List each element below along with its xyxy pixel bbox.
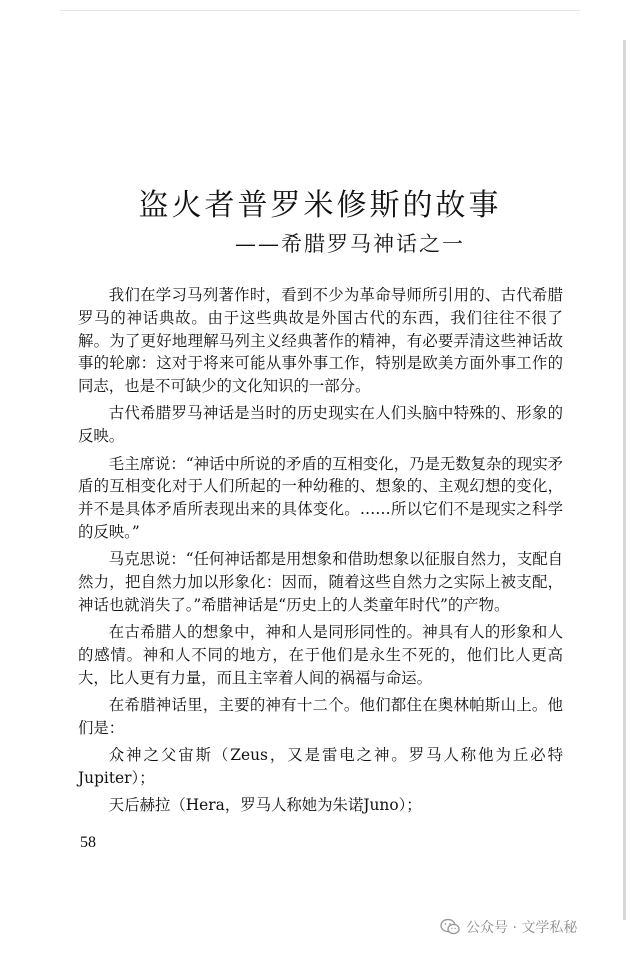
page-subtitle: ——希腊罗马神话之一 [235,232,465,256]
paragraph: 众神之父宙斯（Zeus，又是雷电之神。罗马人称他为丘必特Jupiter）； [78,746,563,787]
body-text [78,284,563,822]
paragraph: 天后赫拉（Hera，罗马人称她为朱诺Juno）； [108,796,422,815]
watermark [440,915,630,939]
paragraph: 马克思说：“任何神话都是用想象和借助想象以征服自然力，支配自然力，把自然力加以形象化：因而，随着这些自然力之实际上被支配，神话也就消失了。”希腊神话是“历史上的人类童年时代”的产物。 [78,550,563,614]
scan-edge-right [623,40,626,920]
page-title: 盗火者普罗米修斯的故事 [138,188,502,224]
paragraph: 毛主席说：“神话中所说的矛盾的互相变化，乃是无数复杂的现实矛盾的互相变化对于人们所起的一种幼稚的、想象的、主观幻想的变化，并不是具体矛盾所表现出来的具体变化。……所以它们不是现实之科学的反映。” [78,454,563,541]
watermark-text: 公众号 · 文学私秘 [466,920,578,936]
page-number: 58 [80,834,96,851]
paragraph: 古代希腊罗马神话是当时的历史现实在人们头脑中特殊的、形象的反映。 [78,404,563,446]
scan-edge-top [60,10,580,11]
paragraph: 在希腊神话里，主要的神有十二个。他们都住在奥林帕斯山上。他们是： [78,696,563,737]
paragraph: 我们在学习马列著作时，看到不少为革命导师所引用的、古代希腊罗马的神话典故。由于这些典故是外国古代的东西，我们往往不很了解。为了更好地理解马列主义经典著作的精神，有必要弄清这些神话故事的轮廓：这对于将来可能从事外事工作，特别是欧美方面外事工作的同志，也是不可缺少的文化知识的一部分。 [78,286,563,396]
paragraph: 在古希腊人的想象中，神和人是同形同性的。神具有人的形象和人的感情。神和人不同的地方，在于他们是永生不死的，他们比人更高大，比人更有力量，而且主宰着人间的祸福与命运。 [78,623,563,687]
wechat-icon [440,918,460,936]
